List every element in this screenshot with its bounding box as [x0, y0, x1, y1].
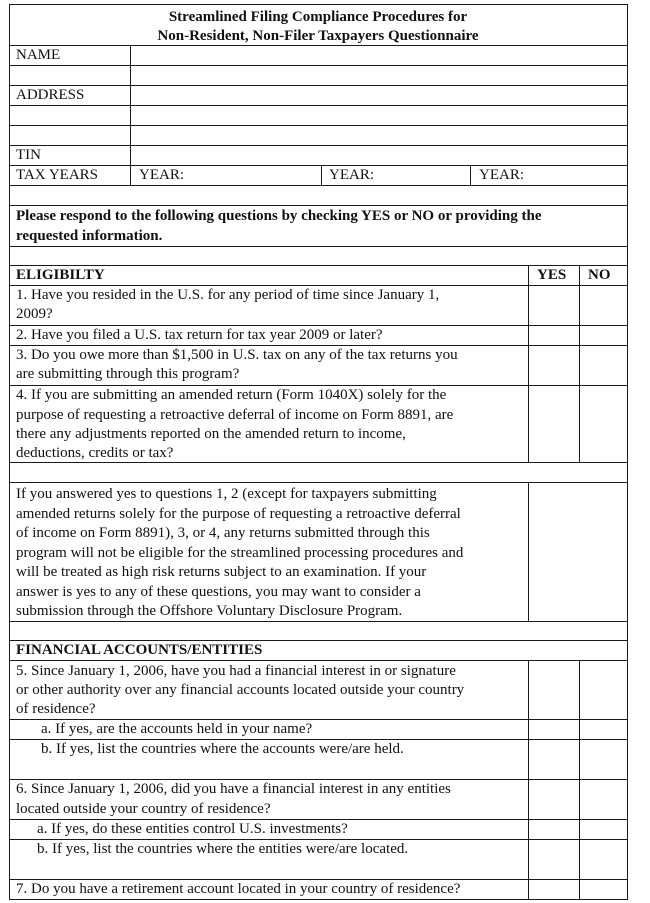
- rule: [9, 205, 628, 206]
- question-6-cont: located outside your country of residence?: [16, 800, 271, 817]
- financial-heading: FINANCIAL ACCOUNTS/ENTITIES: [16, 642, 263, 658]
- eligibility-note: amended returns solely for the purpose of requesting a retroactive deferral: [16, 505, 461, 522]
- eligibility-note: submission through the Offshore Voluntary Disclosure Program.: [16, 602, 403, 619]
- year-3-label: YEAR:: [479, 167, 524, 183]
- address-label: ADDRESS: [16, 87, 85, 103]
- q5b-answer-field[interactable]: [10, 759, 528, 779]
- question-1: 1. Have you resided in the U.S. for any period of time since January 1,: [16, 287, 440, 303]
- form-title-line-2: Non-Resident, Non-Filer Taxpayers Questionnaire: [157, 28, 479, 44]
- question-4: 4. If you are submitting an amended return (Form 1040X) solely for the: [16, 387, 447, 403]
- q2-no-box[interactable]: [580, 326, 627, 345]
- question-5-cont: of residence?: [16, 701, 96, 717]
- eligibility-heading: ELIGIBILTY: [16, 267, 105, 283]
- year-2-label: YEAR:: [329, 167, 374, 183]
- tax-years-label: TAX YEARS: [16, 167, 98, 183]
- year-1-label: YEAR:: [139, 167, 184, 183]
- year-1-field[interactable]: [190, 166, 320, 185]
- q1-yes-box[interactable]: [529, 286, 579, 325]
- q5-no-box[interactable]: [580, 661, 627, 719]
- question-6a: a. If yes, do these entities control U.S. investments?: [37, 821, 348, 837]
- eligibility-note: program will not be eligible for the streamlined processing procedures and: [16, 544, 464, 561]
- question-5: 5. Since January 1, 2006, have you had a financial interest in or signature: [16, 663, 456, 679]
- rule: [9, 4, 628, 5]
- rule: [9, 621, 628, 622]
- rule: [9, 482, 628, 483]
- q3-no-box[interactable]: [580, 346, 627, 385]
- q4-no-box[interactable]: [580, 386, 627, 462]
- q5a-no-box[interactable]: [580, 720, 627, 739]
- question-3: 3. Do you owe more than $1,500 in U.S. tax on any of the tax returns you: [16, 347, 458, 363]
- name-field[interactable]: [131, 46, 627, 85]
- question-4-cont: there any adjustments reported on the amended return to income,: [16, 426, 406, 442]
- question-4-cont: purpose of requesting a retroactive deferral of income on Form 8891, are: [16, 406, 454, 423]
- question-6: 6. Since January 1, 2006, did you have a financial interest in any entities: [16, 781, 451, 797]
- q6-yes-box[interactable]: [529, 780, 579, 819]
- question-2: 2. Have you filed a U.S. tax return for tax year 2009 or later?: [16, 327, 383, 343]
- year-3-field[interactable]: [530, 166, 626, 185]
- no-column-header: NO: [588, 267, 611, 283]
- rule: [9, 185, 628, 186]
- question-3-cont: are submitting through this program?: [16, 366, 240, 382]
- q3-yes-box[interactable]: [529, 346, 579, 385]
- eligibility-note: will be treated as high risk returns subject to an examination. If your: [16, 564, 427, 580]
- yes-column-header: YES: [537, 267, 567, 283]
- instructions-line-2: requested information.: [16, 228, 163, 244]
- year-2-field[interactable]: [380, 166, 469, 185]
- question-6b: b. If yes, list the countries where the entities were/are located.: [37, 841, 409, 857]
- rule: [470, 165, 471, 186]
- address-field[interactable]: [131, 86, 627, 145]
- q2-yes-box[interactable]: [529, 326, 579, 345]
- q5a-yes-box[interactable]: [529, 720, 579, 739]
- q5-yes-box[interactable]: [529, 661, 579, 719]
- rule: [627, 4, 628, 900]
- rule: [321, 165, 322, 186]
- question-7: 7. Do you have a retirement account located in your country of residence?: [16, 881, 461, 897]
- q7-no-box[interactable]: [580, 880, 627, 899]
- rule: [528, 482, 529, 622]
- q7-yes-box[interactable]: [529, 880, 579, 899]
- question-5-cont: or other authority over any financial accounts located outside your country: [16, 682, 465, 698]
- question-5b: b. If yes, list the countries where the accounts were/are held.: [41, 741, 404, 757]
- question-5a: a. If yes, are the accounts held in your name?: [41, 721, 313, 737]
- eligibility-note: of income on Form 8891), 3, or 4, any returns submitted through this: [16, 525, 430, 541]
- form-title-line-1: Streamlined Filing Compliance Procedures for: [168, 9, 468, 25]
- q6-no-box[interactable]: [580, 780, 627, 819]
- q4-yes-box[interactable]: [529, 386, 579, 462]
- q6b-answer-field[interactable]: [10, 859, 528, 879]
- eligibility-note: If you answered yes to questions 1, 2 (except for taxpayers submitting: [16, 486, 437, 502]
- q6a-no-box[interactable]: [580, 820, 627, 839]
- q6a-yes-box[interactable]: [529, 820, 579, 839]
- question-4-cont: deductions, credits or tax?: [16, 445, 174, 461]
- name-label: NAME: [16, 47, 61, 63]
- instructions-line-1: Please respond to the following questions by checking YES or NO or providing the: [16, 208, 542, 224]
- tin-label: TIN: [16, 147, 41, 163]
- question-1-cont: 2009?: [16, 306, 53, 322]
- tin-field[interactable]: [131, 146, 627, 165]
- eligibility-note: answer is yes to any of these questions, you may want to consider a: [16, 583, 421, 600]
- q1-no-box[interactable]: [580, 286, 627, 325]
